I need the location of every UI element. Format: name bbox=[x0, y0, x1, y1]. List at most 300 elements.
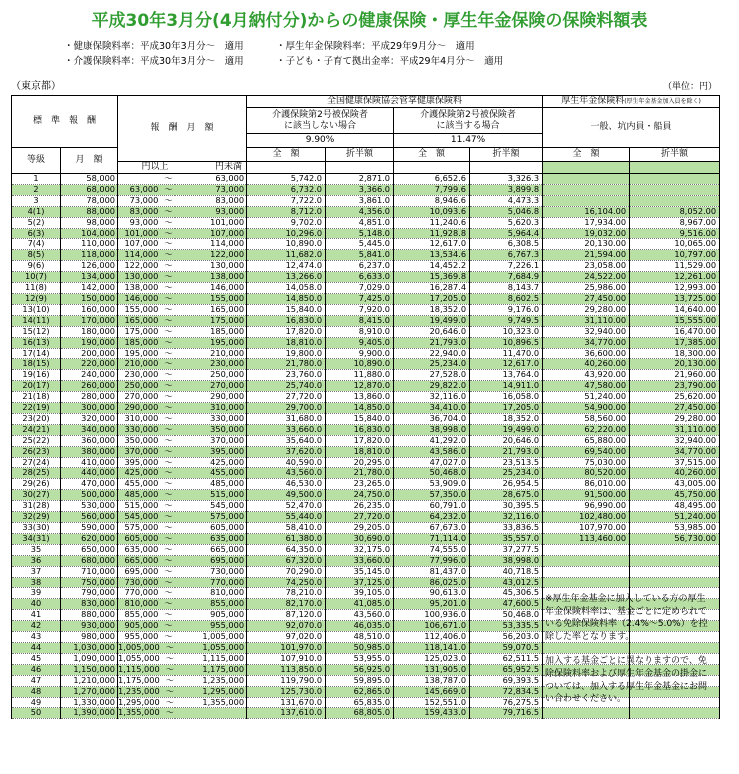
cell-range-to: 370,000 bbox=[175, 435, 247, 446]
cell-monthly: 360,000 bbox=[61, 435, 118, 446]
range-from: 575,000 bbox=[124, 522, 159, 532]
cell-full-with-care: 12,617.0 bbox=[394, 239, 470, 250]
cell-full-with-care: 11,240.6 bbox=[394, 217, 470, 228]
header-full-1: 全 額 bbox=[247, 148, 326, 162]
cell-full-no-care: 37,620.0 bbox=[247, 446, 326, 457]
cell-range-from bbox=[118, 381, 175, 392]
cell-full-with-care: 41,292.0 bbox=[394, 435, 470, 446]
cell-monthly: 134,000 bbox=[61, 272, 118, 283]
cell-half-with-care: 7,684.9 bbox=[470, 272, 543, 283]
table-row bbox=[12, 468, 720, 479]
cell-pension-half: 53,985.00 bbox=[630, 523, 720, 534]
cell-pension-half: 56,730.00 bbox=[630, 533, 720, 544]
cell-monthly: 410,000 bbox=[61, 457, 118, 468]
range-tilde: ～ bbox=[164, 435, 173, 445]
range-tilde: ～ bbox=[164, 544, 173, 554]
range-tilde: ～ bbox=[165, 686, 174, 696]
cell-half-with-care: 25,234.0 bbox=[470, 468, 543, 479]
cell-range-from bbox=[118, 304, 175, 315]
cell-pension-full: 17,934.00 bbox=[543, 217, 630, 228]
cell-range-from bbox=[118, 533, 175, 544]
cell-monthly: 180,000 bbox=[61, 326, 118, 337]
cell-full-no-care: 61,380.0 bbox=[247, 533, 326, 544]
cell-range-to: 155,000 bbox=[175, 293, 247, 304]
cell-pension-full bbox=[543, 555, 630, 566]
cell-full-with-care: 7,799.6 bbox=[394, 184, 470, 195]
cell-monthly: 620,000 bbox=[61, 533, 118, 544]
cell-pension-full: 34,770.00 bbox=[543, 337, 630, 348]
cell-half-with-care: 16,058.0 bbox=[470, 392, 543, 403]
cell-half-no-care: 5,841.0 bbox=[326, 250, 394, 261]
range-tilde: ～ bbox=[164, 293, 173, 303]
cell-full-no-care: 74,250.0 bbox=[247, 577, 326, 588]
cell-grade: 23(20) bbox=[12, 413, 61, 424]
header-standard: 標 準 報 酬 bbox=[12, 96, 118, 148]
cell-grade: 28(25) bbox=[12, 468, 61, 479]
cell-full-no-care: 87,120.0 bbox=[247, 610, 326, 621]
cell-monthly: 320,000 bbox=[61, 413, 118, 424]
cell-monthly: 1,270,000 bbox=[61, 686, 118, 697]
cell-half-with-care: 17,205.0 bbox=[470, 403, 543, 414]
cell-pension-half: 8,967.00 bbox=[630, 217, 720, 228]
cell-half-no-care: 29,205.0 bbox=[326, 523, 394, 534]
range-from: 905,000 bbox=[124, 620, 159, 631]
cell-full-no-care: 15,840.0 bbox=[247, 304, 326, 315]
cell-monthly: 98,000 bbox=[61, 217, 118, 228]
note-care-rate: ・介護保険料率：平成30年3月分～ 適用 bbox=[64, 56, 244, 67]
cell-pension-half: 17,385.00 bbox=[630, 337, 720, 348]
cell-full-no-care: 13,266.0 bbox=[247, 272, 326, 283]
rate-notes bbox=[64, 39, 503, 69]
cell-full-no-care: 14,850.0 bbox=[247, 293, 326, 304]
cell-full-no-care: 82,170.0 bbox=[247, 599, 326, 610]
range-from: 370,000 bbox=[124, 446, 159, 456]
cell-grade: 4(1) bbox=[12, 206, 61, 217]
cell-grade: 41 bbox=[12, 610, 61, 621]
cell-half-no-care: 8,415.0 bbox=[326, 315, 394, 326]
range-from: 855,000 bbox=[124, 609, 159, 620]
range-tilde: ～ bbox=[164, 249, 173, 260]
cell-full-no-care: 55,440.0 bbox=[247, 512, 326, 523]
header-no-care: 介護保険第2号被保険者 に該当しない場合 bbox=[247, 108, 394, 134]
table-row bbox=[12, 457, 720, 468]
header-with-care: 介護保険第2号被保険者 に該当する場合 bbox=[394, 108, 543, 134]
cell-full-no-care: 11,682.0 bbox=[247, 250, 326, 261]
range-from: 1,175,000 bbox=[118, 675, 160, 685]
header-full-3: 全 額 bbox=[543, 148, 630, 162]
table-row bbox=[12, 283, 720, 294]
cell-range-from bbox=[118, 697, 175, 708]
cell-pension-full bbox=[543, 566, 630, 577]
cell-full-no-care: 35,640.0 bbox=[247, 435, 326, 446]
cell-range-to: 1,355,000 bbox=[175, 697, 247, 708]
cell-pension-full: 96,990.00 bbox=[543, 501, 630, 512]
side-notes bbox=[545, 593, 713, 718]
cell-pension-half: 31,110.00 bbox=[630, 424, 720, 435]
cell-grade: 26(23) bbox=[12, 446, 61, 457]
cell-half-no-care: 39,105.0 bbox=[326, 588, 394, 599]
cell-full-with-care: 15,369.8 bbox=[394, 272, 470, 283]
cell-half-no-care: 15,840.0 bbox=[326, 413, 394, 424]
cell-range-to bbox=[175, 708, 247, 719]
range-from: 1,295,000 bbox=[118, 697, 160, 707]
cell-pension-half: 21,960.00 bbox=[630, 370, 720, 381]
range-from: 107,000 bbox=[124, 238, 159, 249]
cell-range-from bbox=[118, 501, 175, 512]
cell-full-with-care: 29,822.0 bbox=[394, 381, 470, 392]
cell-range-from bbox=[118, 403, 175, 414]
cell-full-no-care: 16,830.0 bbox=[247, 315, 326, 326]
range-tilde: ～ bbox=[164, 587, 173, 598]
cell-full-with-care: 100,936.0 bbox=[394, 610, 470, 621]
header-pension-note: (厚生年金基金加入員を除く) bbox=[624, 98, 701, 105]
cell-monthly: 650,000 bbox=[61, 544, 118, 555]
cell-range-from bbox=[118, 588, 175, 599]
cell-full-no-care: 101,970.0 bbox=[247, 642, 326, 653]
cell-monthly: 1,030,000 bbox=[61, 642, 118, 653]
cell-full-with-care: 6,652.6 bbox=[394, 174, 470, 185]
cell-pension-full: 36,600.00 bbox=[543, 348, 630, 359]
range-tilde: ～ bbox=[164, 402, 173, 413]
cell-pension-full bbox=[543, 577, 630, 588]
cell-half-with-care: 56,203.0 bbox=[470, 632, 543, 643]
cell-full-with-care: 77,996.0 bbox=[394, 555, 470, 566]
side-note-exemption: ※厚生年金基金に加入している方の厚生年金保険料率は、基金ごとに定められている免除保険料率（2.4%～5.0%）を控除した率となります。 bbox=[545, 594, 708, 642]
cell-monthly: 160,000 bbox=[61, 304, 118, 315]
cell-full-with-care: 53,909.0 bbox=[394, 479, 470, 490]
cell-pension-half: 14,640.00 bbox=[630, 304, 720, 315]
cell-half-no-care: 4,851.0 bbox=[326, 217, 394, 228]
table-row bbox=[12, 512, 720, 523]
cell-pension-full: 43,920.00 bbox=[543, 370, 630, 381]
cell-full-with-care: 11,928.8 bbox=[394, 228, 470, 239]
cell-pension-half bbox=[630, 577, 720, 588]
note-health-rate: ・健康保険料率：平成30年3月分～ 適用 bbox=[64, 41, 244, 52]
table-row bbox=[12, 566, 720, 577]
range-from: 195,000 bbox=[124, 348, 159, 358]
cell-full-no-care: 78,210.0 bbox=[247, 588, 326, 599]
cell-full-with-care: 36,704.0 bbox=[394, 413, 470, 424]
range-from: 175,000 bbox=[124, 326, 159, 336]
cell-full-with-care: 32,116.0 bbox=[394, 392, 470, 403]
range-tilde: ～ bbox=[165, 642, 174, 652]
table-row bbox=[12, 326, 720, 337]
cell-half-with-care: 53,335.5 bbox=[470, 621, 543, 632]
cell-pension-full bbox=[543, 184, 630, 195]
cell-half-no-care: 27,720.0 bbox=[326, 512, 394, 523]
range-from: 270,000 bbox=[124, 391, 159, 402]
cell-pension-half: 9,516.00 bbox=[630, 228, 720, 239]
cell-full-no-care: 58,410.0 bbox=[247, 523, 326, 534]
cell-half-with-care: 37,277.5 bbox=[470, 544, 543, 555]
cell-range-to: 83,000 bbox=[175, 195, 247, 206]
table-row bbox=[12, 370, 720, 381]
cell-half-no-care: 37,125.0 bbox=[326, 577, 394, 588]
cell-pension-half: 10,065.00 bbox=[630, 239, 720, 250]
cell-half-no-care: 9,405.0 bbox=[326, 337, 394, 348]
cell-full-with-care: 60,791.0 bbox=[394, 501, 470, 512]
cell-half-no-care: 4,356.0 bbox=[326, 206, 394, 217]
range-from: 635,000 bbox=[124, 544, 159, 554]
range-from: 83,000 bbox=[129, 206, 159, 216]
range-tilde: ～ bbox=[164, 304, 173, 314]
cell-grade: 47 bbox=[12, 675, 61, 686]
table-row bbox=[12, 261, 720, 272]
cell-range-to: 63,000 bbox=[175, 174, 247, 185]
range-from: 605,000 bbox=[124, 533, 159, 543]
cell-grade: 19(16) bbox=[12, 370, 61, 381]
cell-half-with-care: 6,308.5 bbox=[470, 239, 543, 250]
cell-range-from bbox=[118, 621, 175, 632]
cell-full-no-care: 23,760.0 bbox=[247, 370, 326, 381]
range-tilde: ～ bbox=[164, 577, 173, 587]
header-half-1: 折半額 bbox=[326, 148, 394, 162]
cell-grade: 8(5) bbox=[12, 250, 61, 261]
table-row bbox=[12, 206, 720, 217]
cell-full-with-care: 38,998.0 bbox=[394, 424, 470, 435]
range-from: 250,000 bbox=[124, 380, 159, 391]
cell-full-no-care: 10,890.0 bbox=[247, 239, 326, 250]
table-row bbox=[12, 228, 720, 239]
cell-monthly: 200,000 bbox=[61, 348, 118, 359]
cell-range-to: 575,000 bbox=[175, 512, 247, 523]
table-row bbox=[12, 359, 720, 370]
cell-full-with-care: 106,671.0 bbox=[394, 621, 470, 632]
cell-pension-half bbox=[630, 544, 720, 555]
cell-range-to: 130,000 bbox=[175, 261, 247, 272]
cell-full-no-care: 6,732.0 bbox=[247, 184, 326, 195]
cell-full-with-care: 47,027.0 bbox=[394, 457, 470, 468]
cell-monthly: 260,000 bbox=[61, 381, 118, 392]
cell-pension-full: 102,480.00 bbox=[543, 512, 630, 523]
cell-half-with-care: 13,764.0 bbox=[470, 370, 543, 381]
cell-grade: 5(2) bbox=[12, 217, 61, 228]
range-from: 165,000 bbox=[124, 315, 159, 325]
cell-range-from bbox=[118, 370, 175, 381]
cell-monthly: 190,000 bbox=[61, 337, 118, 348]
cell-full-with-care: 95,201.0 bbox=[394, 599, 470, 610]
range-tilde: ～ bbox=[164, 620, 173, 631]
table-row bbox=[12, 544, 720, 555]
cell-monthly: 110,000 bbox=[61, 239, 118, 250]
cell-full-with-care: 25,234.0 bbox=[394, 359, 470, 370]
cell-half-no-care: 24,750.0 bbox=[326, 490, 394, 501]
cell-full-with-care: 125,023.0 bbox=[394, 653, 470, 664]
cell-range-from bbox=[118, 228, 175, 239]
table-row bbox=[12, 555, 720, 566]
cell-range-to: 635,000 bbox=[175, 533, 247, 544]
cell-grade: 46 bbox=[12, 664, 61, 675]
cell-grade: 34(31) bbox=[12, 533, 61, 544]
cell-range-from bbox=[118, 348, 175, 359]
cell-pension-half: 43,005.00 bbox=[630, 479, 720, 490]
note-pension-rate: ・厚生年金保険料率：平成29年9月分～ 適用 bbox=[276, 41, 475, 52]
cell-half-with-care: 69,393.5 bbox=[470, 675, 543, 686]
cell-range-from bbox=[118, 424, 175, 435]
cell-full-with-care: 118,141.0 bbox=[394, 642, 470, 653]
table-row bbox=[12, 304, 720, 315]
cell-full-no-care: 49,500.0 bbox=[247, 490, 326, 501]
cell-full-no-care: 64,350.0 bbox=[247, 544, 326, 555]
cell-half-no-care: 5,445.0 bbox=[326, 239, 394, 250]
range-from: 114,000 bbox=[124, 249, 159, 260]
range-tilde: ～ bbox=[165, 675, 174, 685]
cell-full-with-care: 17,205.0 bbox=[394, 293, 470, 304]
range-tilde: ～ bbox=[164, 184, 173, 194]
cell-full-with-care: 10,093.6 bbox=[394, 206, 470, 217]
cell-grade: 10(7) bbox=[12, 272, 61, 283]
cell-half-with-care: 32,116.0 bbox=[470, 512, 543, 523]
range-tilde: ～ bbox=[164, 271, 173, 282]
cell-half-no-care: 23,265.0 bbox=[326, 479, 394, 490]
cell-full-with-care: 21,793.0 bbox=[394, 337, 470, 348]
cell-full-no-care: 18,810.0 bbox=[247, 337, 326, 348]
range-from: 485,000 bbox=[124, 489, 159, 500]
cell-range-from bbox=[118, 686, 175, 697]
cell-half-no-care: 5,148.0 bbox=[326, 228, 394, 239]
cell-grade: 30(27) bbox=[12, 490, 61, 501]
cell-range-to: 185,000 bbox=[175, 326, 247, 337]
cell-monthly: 1,330,000 bbox=[61, 697, 118, 708]
cell-full-no-care: 40,590.0 bbox=[247, 457, 326, 468]
cell-monthly: 790,000 bbox=[61, 588, 118, 599]
cell-range-from bbox=[118, 184, 175, 195]
cell-full-no-care: 33,660.0 bbox=[247, 424, 326, 435]
table-row bbox=[12, 217, 720, 228]
cell-half-no-care: 43,560.0 bbox=[326, 610, 394, 621]
cell-half-with-care: 33,836.5 bbox=[470, 523, 543, 534]
table-row bbox=[12, 337, 720, 348]
cell-range-to: 395,000 bbox=[175, 446, 247, 457]
cell-range-to: 485,000 bbox=[175, 479, 247, 490]
range-tilde: ～ bbox=[164, 195, 173, 205]
range-from: 515,000 bbox=[124, 500, 159, 511]
cell-half-no-care: 18,810.0 bbox=[326, 446, 394, 457]
cell-range-to: 210,000 bbox=[175, 348, 247, 359]
cell-full-no-care: 25,740.0 bbox=[247, 381, 326, 392]
cell-grade: 35 bbox=[12, 544, 61, 555]
range-tilde: ～ bbox=[164, 315, 173, 325]
range-tilde: ～ bbox=[164, 358, 173, 369]
cell-range-to: 605,000 bbox=[175, 523, 247, 534]
cell-range-from bbox=[118, 577, 175, 588]
cell-full-no-care: 43,560.0 bbox=[247, 468, 326, 479]
cell-range-to: 114,000 bbox=[175, 239, 247, 250]
unit-label: （単位：円） bbox=[662, 82, 717, 92]
table-row bbox=[12, 533, 720, 544]
cell-pension-full: 47,580.00 bbox=[543, 381, 630, 392]
cell-range-to: 1,005,000 bbox=[175, 632, 247, 643]
cell-range-to: 107,000 bbox=[175, 228, 247, 239]
cell-range-from bbox=[118, 239, 175, 250]
range-tilde: ～ bbox=[164, 413, 173, 423]
cell-pension-half: 32,940.00 bbox=[630, 435, 720, 446]
cell-half-with-care: 28,675.0 bbox=[470, 490, 543, 501]
range-tilde: ～ bbox=[164, 533, 173, 543]
cell-grade: 36 bbox=[12, 555, 61, 566]
cell-full-no-care: 92,070.0 bbox=[247, 621, 326, 632]
table-row bbox=[12, 272, 720, 283]
cell-monthly: 500,000 bbox=[61, 490, 118, 501]
range-tilde: ～ bbox=[165, 707, 174, 718]
cell-range-from bbox=[118, 642, 175, 653]
cell-half-no-care: 3,861.0 bbox=[326, 195, 394, 206]
cell-full-with-care: 13,534.6 bbox=[394, 250, 470, 261]
cell-full-no-care: 107,910.0 bbox=[247, 653, 326, 664]
cell-grade: 45 bbox=[12, 653, 61, 664]
cell-monthly: 220,000 bbox=[61, 359, 118, 370]
table-row bbox=[12, 403, 720, 414]
range-from: 395,000 bbox=[124, 457, 159, 467]
range-from: 63,000 bbox=[129, 184, 159, 194]
cell-pension-full: 25,986.00 bbox=[543, 283, 630, 294]
cell-half-with-care: 9,749.5 bbox=[470, 315, 543, 326]
cell-grade: 16(13) bbox=[12, 337, 61, 348]
cell-half-with-care: 59,070.5 bbox=[470, 642, 543, 653]
range-tilde: ～ bbox=[165, 653, 174, 663]
range-from: 1,055,000 bbox=[118, 653, 160, 663]
range-tilde: ～ bbox=[164, 489, 173, 500]
cell-full-with-care: 50,468.0 bbox=[394, 468, 470, 479]
cell-pension-half: 16,470.00 bbox=[630, 326, 720, 337]
cell-range-to: 905,000 bbox=[175, 610, 247, 621]
cell-half-with-care: 23,513.5 bbox=[470, 457, 543, 468]
table-row bbox=[12, 293, 720, 304]
cell-range-to: 73,000 bbox=[175, 184, 247, 195]
cell-full-with-care: 81,437.0 bbox=[394, 566, 470, 577]
table-row bbox=[12, 250, 720, 261]
cell-half-no-care: 6,633.0 bbox=[326, 272, 394, 283]
cell-range-from bbox=[118, 217, 175, 228]
header-full-2: 全 額 bbox=[394, 148, 470, 162]
cell-range-from bbox=[118, 544, 175, 555]
range-from: 138,000 bbox=[124, 282, 159, 293]
cell-pension-half: 25,620.00 bbox=[630, 392, 720, 403]
page-title: 平成30年3月分(4月納付分)からの健康保険・厚生年金保険の保険料額表 bbox=[91, 11, 648, 31]
range-tilde: ～ bbox=[164, 566, 173, 576]
cell-full-no-care: 14,058.0 bbox=[247, 283, 326, 294]
cell-full-no-care: 52,470.0 bbox=[247, 501, 326, 512]
cell-range-to: 730,000 bbox=[175, 566, 247, 577]
header-half-3: 折半額 bbox=[630, 148, 720, 162]
range-from: 290,000 bbox=[124, 402, 159, 413]
cell-range-to: 195,000 bbox=[175, 337, 247, 348]
cell-monthly: 1,210,000 bbox=[61, 675, 118, 686]
cell-half-with-care: 26,954.5 bbox=[470, 479, 543, 490]
cell-half-with-care: 8,602.5 bbox=[470, 293, 543, 304]
table-row bbox=[12, 479, 720, 490]
rate-no-care: 9.90% bbox=[247, 134, 394, 148]
cell-full-with-care: 27,528.0 bbox=[394, 370, 470, 381]
cell-pension-half: 12,261.00 bbox=[630, 272, 720, 283]
cell-pension-half: 29,280.00 bbox=[630, 413, 720, 424]
cell-range-from bbox=[118, 675, 175, 686]
cell-pension-half: 40,260.00 bbox=[630, 468, 720, 479]
cell-monthly: 930,000 bbox=[61, 621, 118, 632]
cell-grade: 40 bbox=[12, 599, 61, 610]
cell-grade: 17(14) bbox=[12, 348, 61, 359]
cell-full-no-care: 119,790.0 bbox=[247, 675, 326, 686]
cell-half-with-care: 21,793.0 bbox=[470, 446, 543, 457]
cell-pension-full: 40,260.00 bbox=[543, 359, 630, 370]
cell-half-with-care: 5,046.8 bbox=[470, 206, 543, 217]
cell-range-from bbox=[118, 435, 175, 446]
range-from: 955,000 bbox=[124, 631, 159, 642]
range-tilde: ～ bbox=[164, 348, 173, 358]
cell-full-with-care: 131,905.0 bbox=[394, 664, 470, 675]
cell-grade: 12(9) bbox=[12, 293, 61, 304]
cell-monthly: 150,000 bbox=[61, 293, 118, 304]
